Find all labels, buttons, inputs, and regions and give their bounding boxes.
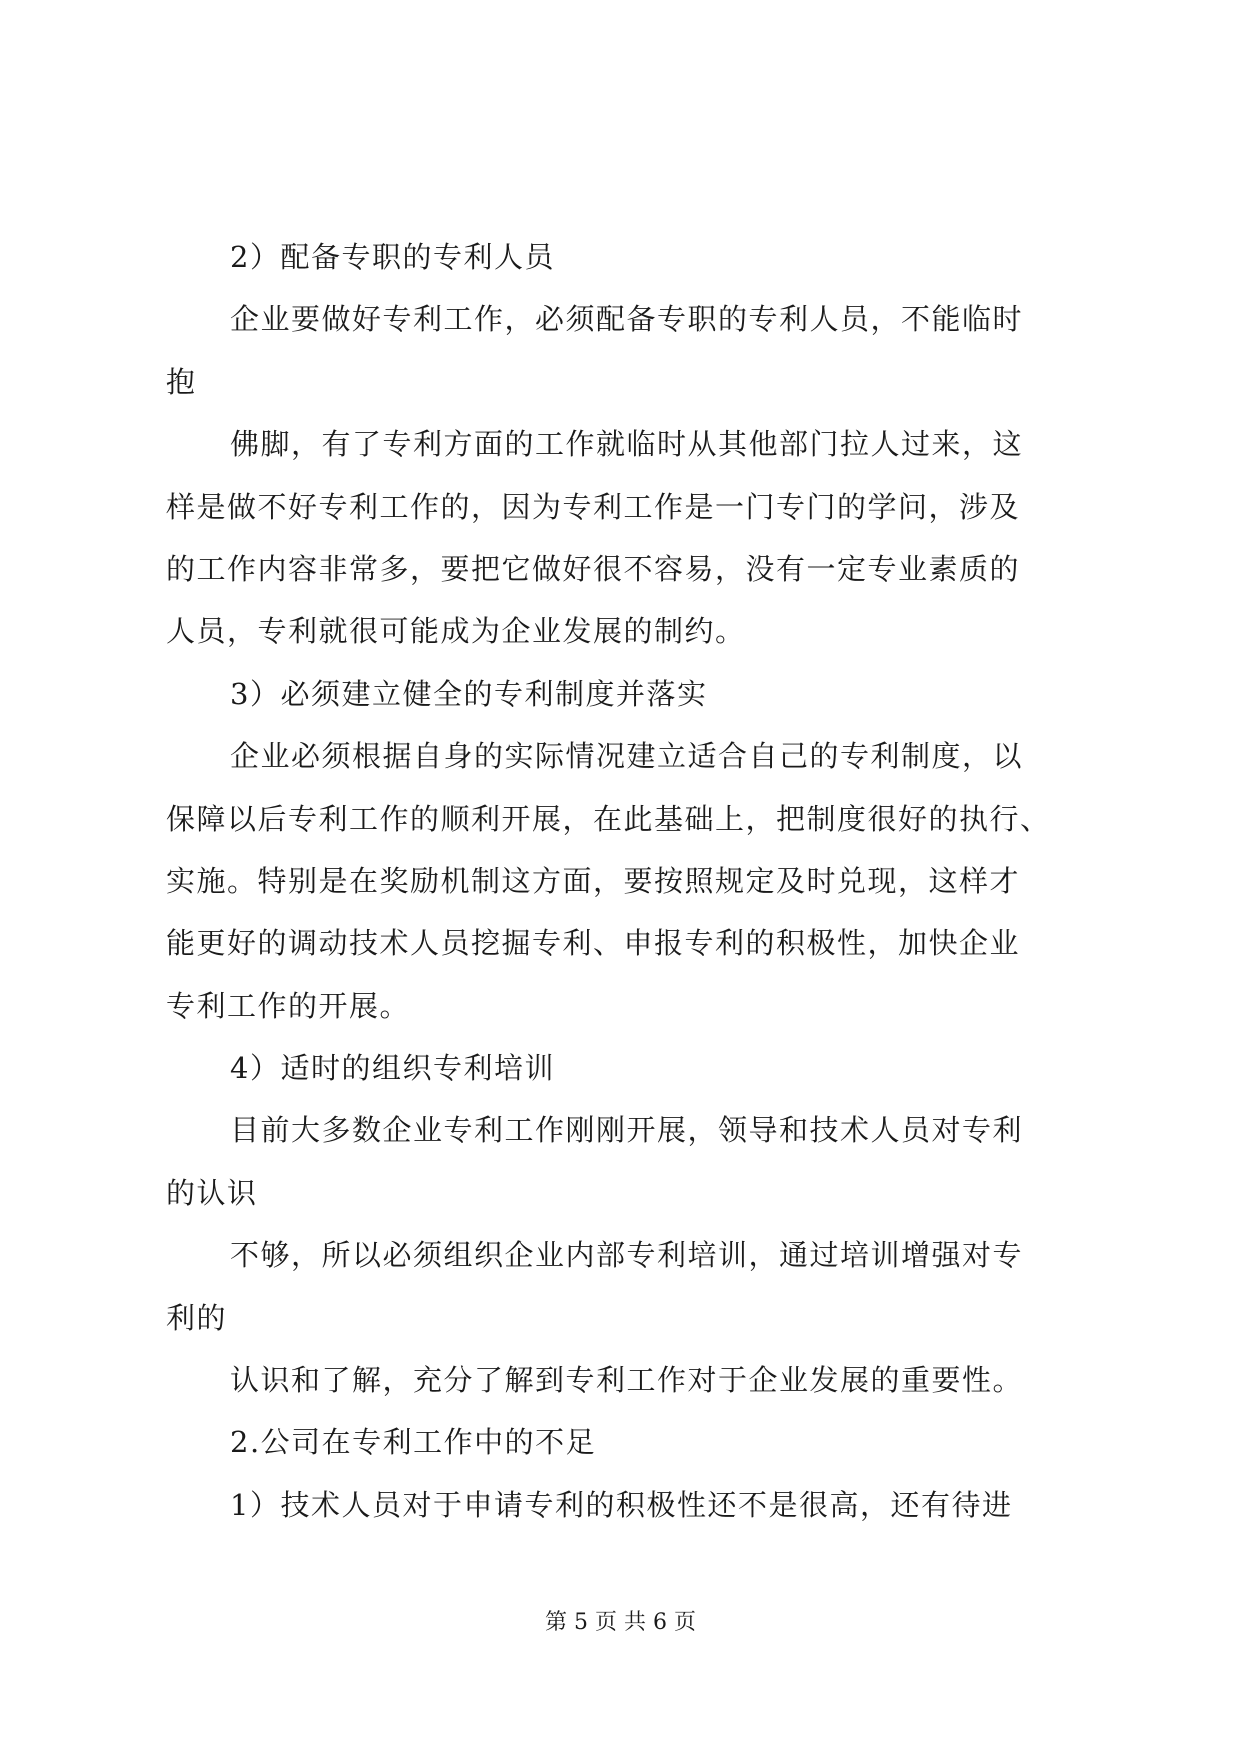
paragraph-line: 保障以后专利工作的顺利开展，在此基础上，把制度很好的执行、 [166, 801, 1051, 836]
paragraph-line: 抱 [166, 364, 197, 399]
heading-patent-training: 4）适时的组织专利培训 [230, 1051, 555, 1086]
paragraph-line: 专利工作的开展。 [166, 988, 411, 1023]
paragraph-line: 利的 [166, 1300, 228, 1335]
paragraph-line: 佛脚，有了专利方面的工作就临时从其他部门拉人过来，这 [230, 427, 1024, 462]
paragraph-line: 人员，专利就很可能成为企业发展的制约。 [166, 614, 746, 649]
paragraph-line: 1）技术人员对于申请专利的积极性还不是很高，还有待进 [230, 1487, 1013, 1522]
paragraph-line: 能更好的调动技术人员挖掘专利、申报专利的积极性，加快企业 [166, 926, 1021, 961]
paragraph-line: 认识和了解，充分了解到专利工作对于企业发展的重要性。 [230, 1363, 1024, 1398]
paragraph-line: 样是做不好专利工作的，因为专利工作是一门专门的学问，涉及 [166, 489, 1021, 524]
paragraph-line: 目前大多数企业专利工作刚刚开展，领导和技术人员对专利 [230, 1113, 1024, 1148]
paragraph-line: 企业要做好专利工作，必须配备专职的专利人员，不能临时 [230, 302, 1024, 337]
paragraph-line: 的认识 [166, 1175, 258, 1210]
document-body [166, 226, 1086, 1536]
paragraph-line: 实施。特别是在奖励机制这方面，要按照规定及时兑现，这样才 [166, 863, 1021, 898]
heading-patent-system: 3）必须建立健全的专利制度并落实 [230, 676, 708, 711]
paragraph-line: 不够，所以必须组织企业内部专利培训，通过培训增强对专 [230, 1238, 1024, 1273]
paragraph-line: 的工作内容非常多，要把它做好很不容易，没有一定专业素质的 [166, 551, 1021, 586]
heading-company-shortcomings: 2.公司在专利工作中的不足 [230, 1425, 597, 1460]
heading-dedicated-patent-staff: 2）配备专职的专利人员 [230, 240, 555, 274]
page-number-footer: 第 5 页 共 6 页 [545, 1610, 696, 1635]
paragraph-line: 企业必须根据自身的实际情况建立适合自己的专利制度，以 [230, 739, 1024, 774]
